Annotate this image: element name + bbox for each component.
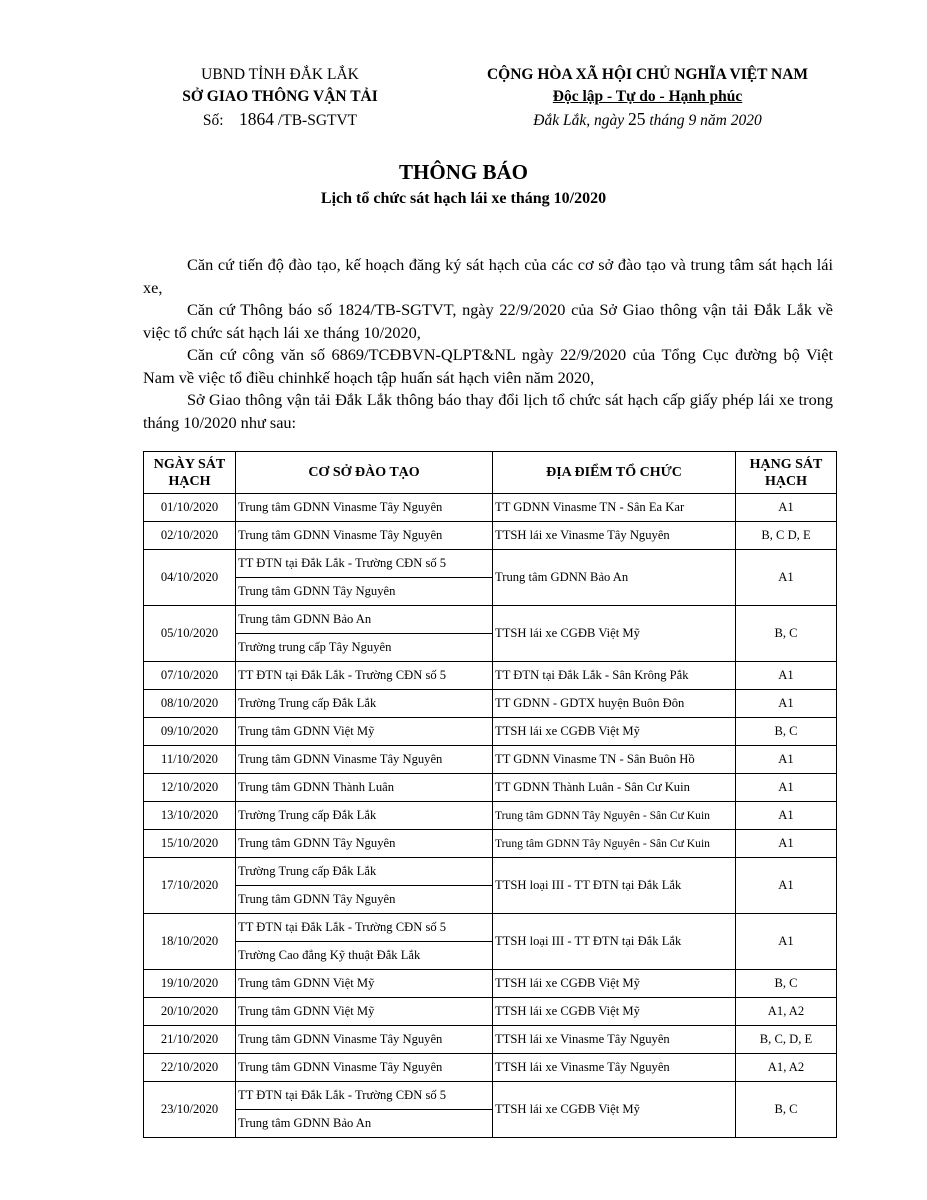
paragraph: Căn cứ công văn số 6869/TCĐBVN-QLPT&NL ngày 22/9/2020 của Tổng Cục đường bộ Việt Nam về việc tổ điều chinhkế hoạch tập huấn sát hạch viên năm 2020, [143, 345, 833, 387]
exam-date-cell: 09/10/2020 [144, 718, 236, 746]
department-name [150, 86, 410, 108]
exam-date-cell: 22/10/2020 [144, 1054, 236, 1082]
training-facility-cell: Trung tâm GDNN Việt Mỹ [236, 970, 493, 998]
license-class-cell: B, C, D, E [736, 1026, 837, 1054]
exam-date-cell: 13/10/2020 [144, 802, 236, 830]
table-row [144, 522, 837, 550]
exam-date-cell: 18/10/2020 [144, 914, 236, 970]
license-class-cell: B, C [736, 606, 837, 662]
table-row [144, 914, 837, 942]
national-motto-text: Độc lập - Tự do - Hạnh phúc [552, 88, 743, 105]
table-row [144, 550, 837, 578]
training-facility-cell: Trung tâm GDNN Vinasme Tây Nguyên [236, 1026, 493, 1054]
exam-date-cell: 02/10/2020 [144, 522, 236, 550]
document-date [455, 108, 840, 132]
license-class-cell: A1, A2 [736, 1054, 837, 1082]
license-class-cell: B, C [736, 1082, 837, 1138]
province-committee: UBND TỈNH ĐẮK LẮK [201, 66, 359, 83]
table-row [144, 662, 837, 690]
department-name-text: SỞ GIAO THÔNG VẬN TẢI [182, 88, 378, 105]
exam-date-cell: 05/10/2020 [144, 606, 236, 662]
exam-date-cell: 15/10/2020 [144, 830, 236, 858]
training-facility-cell: Trung tâm GDNN Bảo An [236, 606, 493, 634]
training-facility-cell: Trung tâm GDNN Tây Nguyên [236, 578, 493, 606]
training-facility-cell: Trung tâm GDNN Tây Nguyên [236, 830, 493, 858]
license-class-cell: A1 [736, 774, 837, 802]
table-row [144, 746, 837, 774]
exam-location-cell: TT GDNN - GDTX huyện Buôn Đôn [493, 690, 736, 718]
training-facility-cell: TT ĐTN tại Đắk Lắk - Trường CĐN số 5 [236, 914, 493, 942]
training-facility-cell: Trung tâm GDNN Bảo An [236, 1110, 493, 1138]
national-motto [455, 86, 840, 108]
training-facility-cell: Trường Trung cấp Đắk Lắk [236, 690, 493, 718]
exam-date-cell: 20/10/2020 [144, 998, 236, 1026]
paragraph: Căn cứ tiến độ đào tạo, kế hoạch đăng ký sát hạch của các cơ sở đào tạo và trung tâm sát hạch lái xe, [143, 255, 833, 297]
exam-location-cell: TTSH lái xe CGĐB Việt Mỹ [493, 970, 736, 998]
table-row [144, 998, 837, 1026]
table-row [144, 718, 837, 746]
exam-location-cell: Trung tâm GDNN Tây Nguyên - Sân Cư Kuin [493, 802, 736, 830]
training-facility-cell: Trung tâm GDNN Vinasme Tây Nguyên [236, 522, 493, 550]
training-facility-cell: Trung tâm GDNN Vinasme Tây Nguyên [236, 1054, 493, 1082]
training-facility-cell: Trung tâm GDNN Việt Mỹ [236, 998, 493, 1026]
training-facility-cell: TT ĐTN tại Đắk Lắk - Trường CĐN số 5 [236, 662, 493, 690]
exam-location-cell: TTSH lái xe CGĐB Việt Mỹ [493, 998, 736, 1026]
training-facility-cell: Trung tâm GDNN Tây Nguyên [236, 886, 493, 914]
exam-location-cell: TT GDNN Thành Luân - Sân Cư Kuin [493, 774, 736, 802]
document-date-prefix: Đắk Lắk, ngày [533, 112, 625, 129]
training-facility-cell: Trường Trung cấp Đắk Lắk [236, 802, 493, 830]
license-class-cell: A1 [736, 662, 837, 690]
document-number [150, 108, 410, 132]
license-class-cell: A1 [736, 550, 837, 606]
table-row [144, 606, 837, 634]
document-subtitle: Lịch tổ chức sát hạch lái xe tháng 10/2020 [320, 190, 607, 207]
license-class-cell: A1 [736, 494, 837, 522]
table-row [144, 858, 837, 886]
training-facility-cell: Trung tâm GDNN Vinasme Tây Nguyên [236, 746, 493, 774]
paragraph: Sở Giao thông vận tải Đắk Lắk thông báo thay đổi lịch tổ chức sát hạch cấp giấy phép lái xe trong tháng 10/2020 như sau: [143, 390, 833, 432]
national-title: CỘNG HÒA XÃ HỘI CHỦ NGHĨA VIỆT NAM [486, 66, 809, 83]
exam-location-cell: TT GDNN Vinasme TN - Sân Ea Kar [493, 494, 736, 522]
exam-location-cell: TT GDNN Vinasme TN - Sân Buôn Hồ [493, 746, 736, 774]
exam-location-cell: TTSH lái xe Vinasme Tây Nguyên [493, 1054, 736, 1082]
exam-date-cell: 12/10/2020 [144, 774, 236, 802]
training-facility-cell: Trường Cao đẳng Kỹ thuật Đắk Lắk [236, 942, 493, 970]
exam-location-cell: TTSH lái xe Vinasme Tây Nguyên [493, 1026, 736, 1054]
paragraph: Căn cứ Thông báo số 1824/TB-SGTVT, ngày 22/9/2020 của Sở Giao thông vận tải Đắk Lắk về việc tổ chức sát hạch lái xe tháng 10/2020, [143, 300, 833, 342]
table-row [144, 774, 837, 802]
training-facility-cell: Trường trung cấp Tây Nguyên [236, 634, 493, 662]
exam-date-cell: 23/10/2020 [144, 1082, 236, 1138]
exam-date-cell: 19/10/2020 [144, 970, 236, 998]
training-facility-cell: TT ĐTN tại Đắk Lắk - Trường CĐN số 5 [236, 550, 493, 578]
header-license-class: HẠNG SÁT HẠCH [736, 452, 837, 494]
table-row [144, 830, 837, 858]
national-header [455, 64, 840, 132]
training-facility-cell: TT ĐTN tại Đắk Lắk - Trường CĐN số 5 [236, 1082, 493, 1110]
license-class-cell: B, C D, E [736, 522, 837, 550]
exam-date-cell: 11/10/2020 [144, 746, 236, 774]
exam-location-cell: TTSH lái xe CGĐB Việt Mỹ [493, 718, 736, 746]
exam-location-cell: TTSH loại III - TT ĐTN tại Đắk Lắk [493, 858, 736, 914]
exam-date-cell: 01/10/2020 [144, 494, 236, 522]
exam-location-cell: Trung tâm GDNN Tây Nguyên - Sân Cư Kuin [493, 830, 736, 858]
exam-date-cell: 21/10/2020 [144, 1026, 236, 1054]
table-row [144, 802, 837, 830]
license-class-cell: B, C [736, 970, 837, 998]
header-exam-date: NGÀY SÁT HẠCH [144, 452, 236, 494]
exam-location-cell: TTSH lái xe Vinasme Tây Nguyên [493, 522, 736, 550]
table-row [144, 1082, 837, 1110]
document-date-suffix: tháng 9 năm 2020 [649, 112, 762, 129]
exam-location-cell: TTSH lái xe CGĐB Việt Mỹ [493, 1082, 736, 1138]
exam-date-cell: 07/10/2020 [144, 662, 236, 690]
license-class-cell: A1 [736, 914, 837, 970]
document-number-suffix: /TB-SGTVT [277, 112, 358, 129]
training-facility-cell: Trung tâm GDNN Việt Mỹ [236, 718, 493, 746]
document-number-label: Số: [202, 112, 224, 129]
document-number-value: 1864 [239, 109, 275, 129]
document-title: THÔNG BÁO [399, 160, 528, 184]
training-facility-cell: Trường Trung cấp Đắk Lắk [236, 858, 493, 886]
training-facility-cell: Trung tâm GDNN Thành Luân [236, 774, 493, 802]
table-row [144, 1054, 837, 1082]
table-header-row [144, 452, 837, 494]
exam-date-cell: 04/10/2020 [144, 550, 236, 606]
document-body [143, 254, 833, 434]
license-class-cell: A1 [736, 802, 837, 830]
training-facility-cell: Trung tâm GDNN Vinasme Tây Nguyên [236, 494, 493, 522]
exam-location-cell: Trung tâm GDNN Bảo An [493, 550, 736, 606]
document-date-day: 25 [627, 109, 646, 129]
exam-location-cell: TTSH lái xe CGĐB Việt Mỹ [493, 606, 736, 662]
license-class-cell: A1 [736, 746, 837, 774]
header-training-facility: CƠ SỞ ĐÀO TẠO [236, 452, 493, 494]
table-row [144, 690, 837, 718]
exam-schedule-table [143, 451, 837, 1138]
license-class-cell: A1 [736, 830, 837, 858]
table-row [144, 970, 837, 998]
exam-date-cell: 08/10/2020 [144, 690, 236, 718]
license-class-cell: A1 [736, 858, 837, 914]
exam-location-cell: TTSH loại III - TT ĐTN tại Đắk Lắk [493, 914, 736, 970]
license-class-cell: A1 [736, 690, 837, 718]
table-row [144, 494, 837, 522]
license-class-cell: B, C [736, 718, 837, 746]
exam-location-cell: TT ĐTN tại Đắk Lắk - Sân Krông Pắk [493, 662, 736, 690]
header-exam-location: ĐỊA ĐIỂM TỔ CHỨC [493, 452, 736, 494]
table-row [144, 1026, 837, 1054]
issuer-header [150, 64, 410, 132]
license-class-cell: A1, A2 [736, 998, 837, 1026]
exam-date-cell: 17/10/2020 [144, 858, 236, 914]
table-body [144, 494, 837, 1138]
